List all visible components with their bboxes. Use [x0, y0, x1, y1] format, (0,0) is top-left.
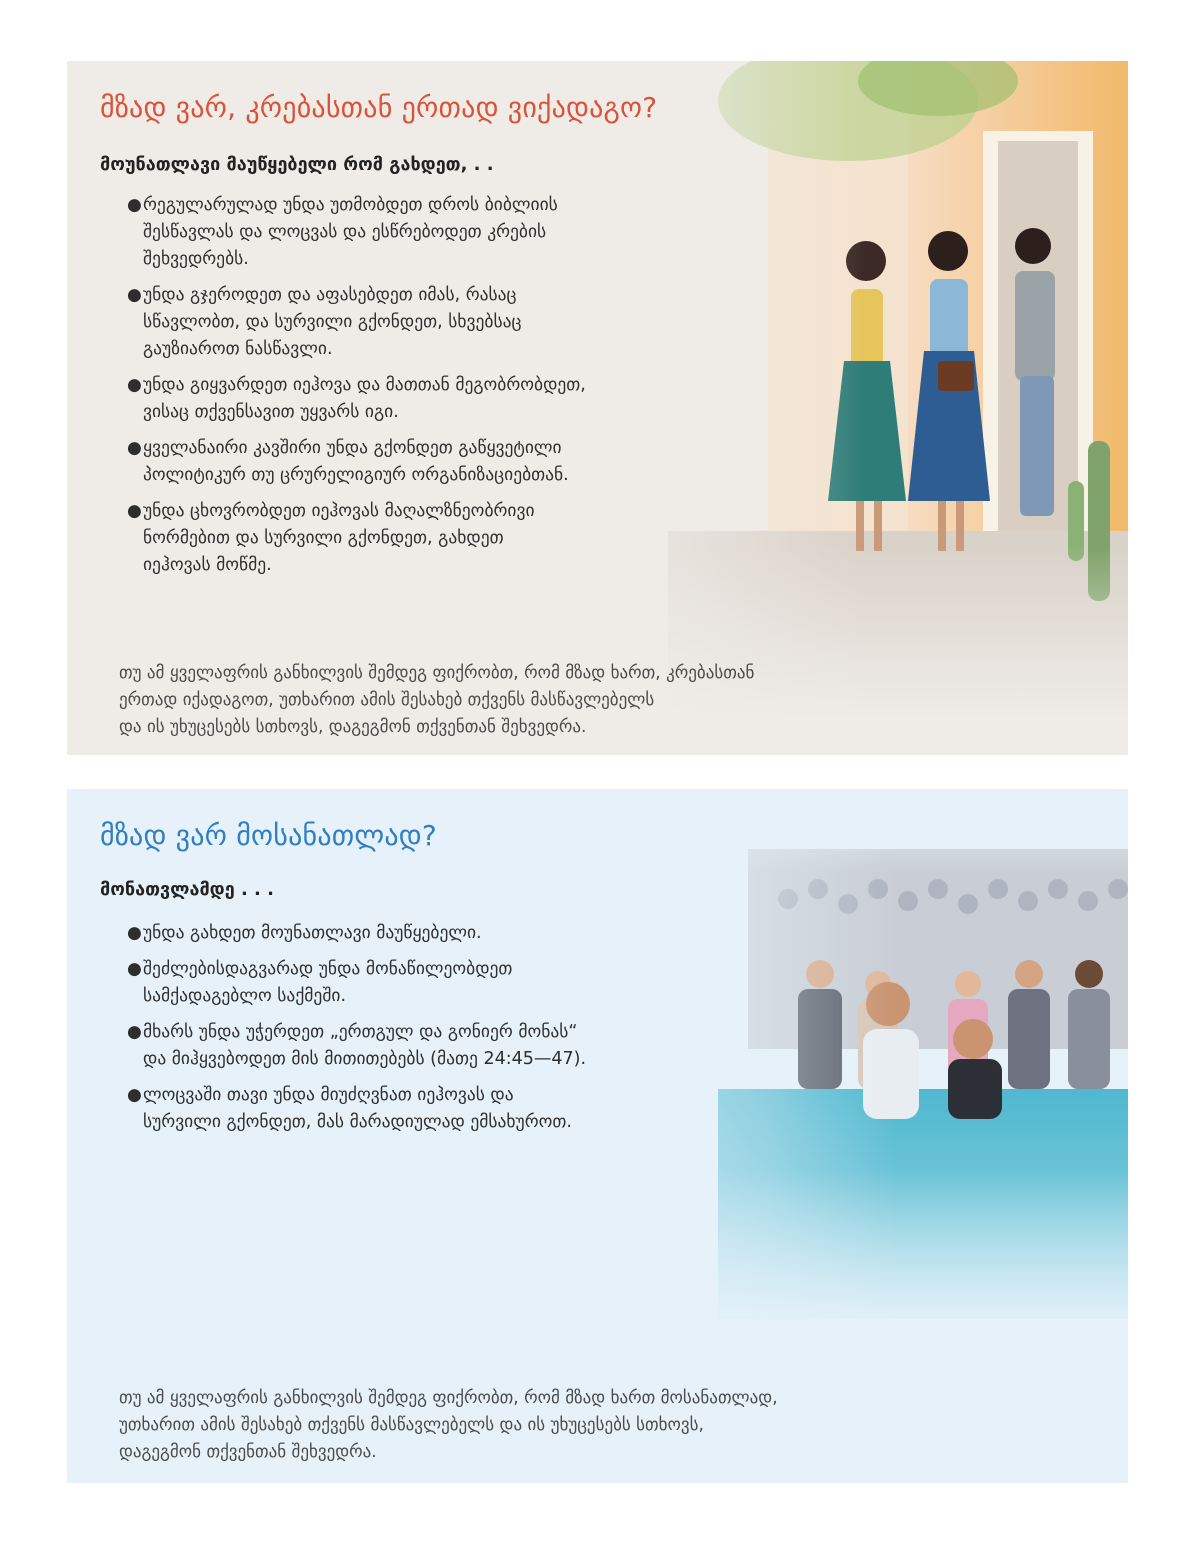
bullet-icon: ● [127, 923, 142, 943]
list-item-line: შეხვედრებს. [143, 249, 249, 269]
list-item [129, 282, 729, 363]
bullet-icon: ● [127, 195, 142, 215]
bullet-icon: ● [127, 1022, 142, 1042]
list-item [129, 372, 729, 426]
list-item-line: რეგულარულად უნდა უთმობდეთ დროს ბიბლიის [143, 195, 558, 215]
bullet-icon: ● [127, 438, 142, 458]
section-footer [119, 660, 979, 741]
section-intro: მოუნათლავი მაუწყებელი რომ გახდეთ, . . [100, 154, 494, 175]
list-item-line: ყველანაირი კავშირი უნდა გქონდეთ გაწყვეტილი [143, 438, 562, 458]
list-item [129, 1082, 729, 1136]
list-item [129, 956, 729, 1010]
list-item [129, 1019, 729, 1073]
list-item-line: პოლიტიკურ თუ ცრურელიგიურ ორგანიზაციებთან. [143, 465, 569, 485]
footer-line: დაგეგმონ თქვენთან შეხვედრა. [119, 1442, 377, 1462]
list-item-line: ნორმებით და სურვილი გქონდეთ, გახდეთ [143, 528, 504, 548]
list-item-line: შესწავლას და ლოცვას და ესწრებოდეთ კრების [143, 222, 547, 242]
list-item-line: სამქადაგებლო საქმეში. [143, 986, 347, 1006]
section-title: მზად ვარ, კრებასთან ერთად ვიქადაგო? [100, 91, 658, 124]
list-item-line: უნდა ცხოვრობდეთ იეჰოვას მაღალზნეობრივი [143, 501, 535, 521]
list-item [129, 192, 729, 273]
list-item-line: და მიჰყვებოდეთ მის მითითებებს (მათე 24:45—47). [143, 1049, 587, 1069]
requirements-list [129, 920, 729, 1145]
list-item-line: მხარს უნდა უჭერდეთ „ერთგულ და გონიერ მონას“ [143, 1022, 578, 1042]
list-item-line: იეჰოვას მოწმე. [143, 555, 272, 575]
footer-line: და ის უხუცესებს სთხოვს, დაგეგმონ თქვენთან შეხვედრა. [119, 717, 587, 737]
section-footer [119, 1385, 979, 1466]
list-item-line: უნდა გჯეროდეთ და აფასებდეთ იმას, რასაც [143, 285, 517, 305]
list-item [129, 920, 729, 947]
bullet-icon: ● [127, 375, 142, 395]
footer-line: თუ ამ ყველაფრის განხილვის შემდეგ ფიქრობთ, რომ მზად ხართ, კრებასთან [119, 663, 755, 683]
list-item-line: ლოცვაში თავი უნდა მიუძღვნათ იეჰოვას და [143, 1085, 514, 1105]
footer-line: თუ ამ ყველაფრის განხილვის შემდეგ ფიქრობთ, რომ მზად ხართ მოსანათლად, [119, 1388, 778, 1408]
list-item-line: უნდა გახდეთ მოუნათლავი მაუწყებელი. [143, 923, 482, 943]
list-item-line: უნდა გიყვარდეთ იეჰოვა და მათთან მეგობრობდეთ, [143, 375, 586, 395]
list-item-line: გაუზიაროთ ნასწავლი. [143, 339, 333, 359]
list-item-line: შეძლებისდაგვარად უნდა მონაწილეობდეთ [143, 959, 513, 979]
preaching-readiness-panel [67, 61, 1128, 755]
baptism-readiness-panel [67, 789, 1128, 1483]
list-item-line: სურვილი გქონდეთ, მას მარადიულად ემსახუროთ. [143, 1112, 572, 1132]
list-item [129, 498, 729, 579]
footer-line: ერთად იქადაგოთ, უთხარით ამის შესახებ თქვენს მასწავლებელს [119, 690, 655, 710]
bullet-icon: ● [127, 285, 142, 305]
bullet-icon: ● [127, 959, 142, 979]
requirements-list [129, 192, 729, 588]
bullet-icon: ● [127, 501, 142, 521]
section-intro: მონათვლამდე . . . [100, 879, 274, 900]
list-item-line: სწავლობთ, და სურვილი გქონდეთ, სხვებსაც [143, 312, 522, 332]
footer-line: უთხარით ამის შესახებ თქვენს მასწავლებელს და ის უხუცესებს სთხოვს, [119, 1415, 704, 1435]
bullet-icon: ● [127, 1085, 142, 1105]
list-item [129, 435, 729, 489]
list-item-line: ვისაც თქვენსავით უყვარს იგი. [143, 402, 399, 422]
section-title: მზად ვარ მოსანათლად? [100, 819, 437, 852]
